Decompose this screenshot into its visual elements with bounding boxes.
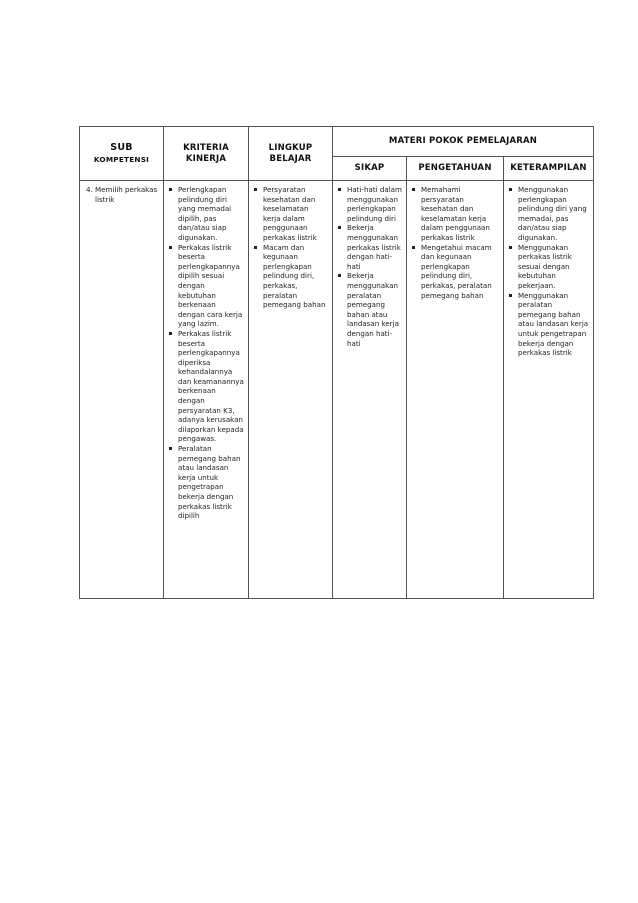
header-materi-pokok: MATERI POKOK PEMELAJARAN (333, 127, 594, 157)
cell-keterampilan (504, 181, 594, 599)
list-item: Menggunakan perkakas listrik sesuai dengan kebutuhan pekerjaan. (508, 243, 589, 291)
header-sikap: SIKAP (333, 157, 407, 181)
header-lingkup-belajar: LINGKUP BELAJAR (249, 127, 333, 181)
cell-pengetahuan (407, 181, 504, 599)
list-item: Bekerja menggunakan perkakas listrik dengan hati-hati (337, 223, 402, 271)
header-pengetahuan: PENGETAHUAN (407, 157, 504, 181)
list-item: Persyaratan kesehatan dan keselamatan kerja dalam penggunaan perkakas listrik (253, 185, 328, 243)
list-item: Menggunakan perlengkapan pelindung diri yang memadai, pas dan/atau siap digunakan. (508, 185, 589, 243)
list-item: 4. Memilih perkakas listrik (95, 185, 159, 204)
table-row (80, 181, 594, 599)
header-sub-kompetensi: SUB KOMPETENSI (80, 127, 164, 181)
list-item: Perkakas listrik beserta perlengkapannya dipilih sesuai dengan kebutuhan berkenaan dengan cara kerja yang lazim. (168, 243, 244, 329)
list-item: Menggunakan peralatan pemegang bahan atau landasan kerja untuk pengetrapan bekerja dengan perkakas listrik (508, 291, 589, 358)
header-keterampilan: KETERAMPILAN (504, 157, 594, 181)
cell-kriteria-kinerja (164, 181, 249, 599)
list-item: Macam dan kegunaan perlengkapan pelindung diri, perkakas, peralatan pemegang bahan (253, 243, 328, 310)
list-item: Memahami persyaratan kesehatan dan keselamatan kerja dalam penggunaan perkakas listrik (411, 185, 499, 243)
list-item: Peralatan pemegang bahan atau landasan kerja untuk pengetrapan bekerja dengan perkakas listrik dipilih (168, 444, 244, 521)
list-item: Hati-hati dalam menggunakan perlengkapan pelindung diri (337, 185, 402, 223)
header-kriteria-kinerja: KRITERIA KINERJA (164, 127, 249, 181)
cell-sub-kompetensi (80, 181, 164, 599)
cell-sikap (333, 181, 407, 599)
list-item: Bekerja menggunakan peralatan pemegang bahan atau landasan kerja dengan hati-hati (337, 271, 402, 348)
list-item: Mengetahui macam dan kegunaan perlengkapan pelindung diri, perkakas, peralatan pemegang bahan (411, 243, 499, 301)
competency-table (79, 126, 594, 599)
list-item: Perlengkapan pelindung diri yang memadai dipilih, pas dan/atau siap digunakan. (168, 185, 244, 243)
cell-lingkup-belajar (249, 181, 333, 599)
list-item: Perkakas listrik beserta perlengkapannya diperiksa kehandalannya dan keamanannya berkenaan dengan persyaratan K3, adanya kerusakan dilaporkan kepada pengawas. (168, 329, 244, 444)
